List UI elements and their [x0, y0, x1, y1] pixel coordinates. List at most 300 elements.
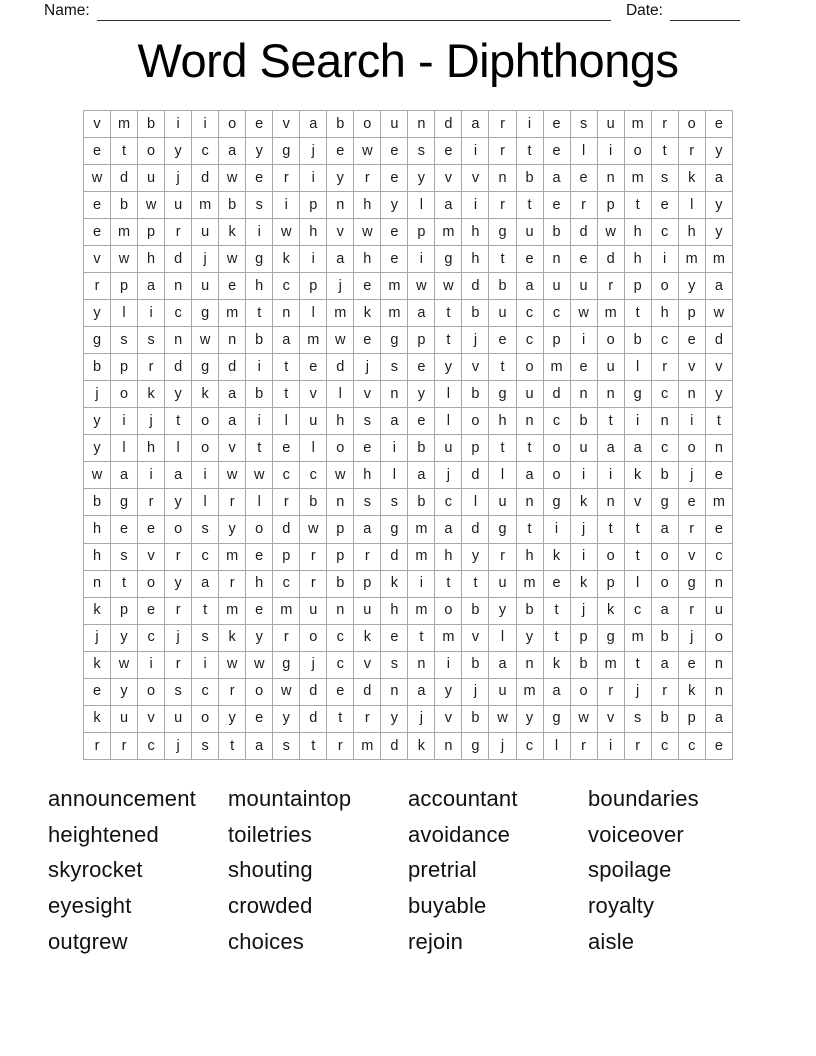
grid-cell: y	[273, 705, 300, 732]
word-list-item: eyesight	[48, 893, 132, 919]
grid-cell: o	[327, 435, 354, 462]
grid-cell: p	[624, 273, 651, 300]
grid-cell: o	[624, 138, 651, 165]
grid-cell: m	[678, 246, 705, 273]
grid-cell: k	[84, 651, 111, 678]
grid-cell: c	[192, 543, 219, 570]
grid-cell: m	[435, 624, 462, 651]
grid-cell: w	[435, 273, 462, 300]
grid-cell: y	[165, 381, 192, 408]
word-list-item: outgrew	[48, 928, 128, 954]
grid-cell: p	[111, 354, 138, 381]
grid-cell: r	[354, 165, 381, 192]
grid-cell: h	[354, 462, 381, 489]
grid-cell: m	[705, 246, 732, 273]
grid-cell: t	[705, 408, 732, 435]
grid-cell: d	[462, 516, 489, 543]
grid-cell: e	[84, 219, 111, 246]
grid-cell: a	[408, 462, 435, 489]
grid-cell: d	[354, 678, 381, 705]
grid-cell: s	[111, 543, 138, 570]
grid-cell: i	[138, 651, 165, 678]
grid-cell: b	[651, 462, 678, 489]
grid-cell: c	[273, 462, 300, 489]
grid-cell: r	[273, 624, 300, 651]
grid-cell: r	[570, 732, 597, 759]
grid-cell: e	[246, 543, 273, 570]
grid-cell: r	[678, 516, 705, 543]
grid-cell: v	[678, 354, 705, 381]
grid-cell: m	[624, 624, 651, 651]
grid-cell: e	[543, 192, 570, 219]
grid-cell: k	[570, 489, 597, 516]
grid-cell: n	[327, 597, 354, 624]
grid-cell: b	[570, 408, 597, 435]
grid-cell: h	[138, 435, 165, 462]
grid-cell: k	[678, 165, 705, 192]
grid-cell: i	[435, 651, 462, 678]
grid-cell: u	[543, 273, 570, 300]
grid-cell: s	[354, 408, 381, 435]
grid-cell: w	[597, 219, 624, 246]
grid-cell: k	[354, 300, 381, 327]
grid-cell: p	[327, 516, 354, 543]
grid-cell: t	[165, 408, 192, 435]
grid-cell: p	[300, 273, 327, 300]
grid-cell: j	[165, 165, 192, 192]
word-list-item: choices	[228, 928, 304, 954]
grid-cell: a	[516, 273, 543, 300]
grid-cell: m	[624, 165, 651, 192]
grid-cell: b	[327, 570, 354, 597]
grid-cell: e	[651, 192, 678, 219]
grid-cell: j	[570, 516, 597, 543]
grid-cell: e	[435, 138, 462, 165]
grid-cell: i	[408, 570, 435, 597]
grid-cell: n	[165, 327, 192, 354]
grid-cell: i	[678, 408, 705, 435]
grid-cell: e	[570, 165, 597, 192]
grid-cell: h	[435, 543, 462, 570]
grid-cell: o	[192, 408, 219, 435]
grid-cell: y	[462, 543, 489, 570]
grid-cell: r	[597, 678, 624, 705]
grid-cell: b	[111, 192, 138, 219]
grid-cell: i	[192, 111, 219, 138]
grid-cell: j	[489, 732, 516, 759]
grid-cell: v	[354, 381, 381, 408]
grid-cell: a	[327, 246, 354, 273]
grid-cell: e	[381, 165, 408, 192]
grid-cell: a	[435, 516, 462, 543]
grid-cell: p	[570, 624, 597, 651]
grid-cell: t	[624, 516, 651, 543]
grid-cell: l	[489, 462, 516, 489]
word-list-item: voiceover	[588, 821, 684, 847]
grid-cell: t	[111, 138, 138, 165]
grid-cell: y	[516, 624, 543, 651]
grid-cell: m	[192, 192, 219, 219]
grid-cell: g	[381, 516, 408, 543]
grid-cell: c	[327, 624, 354, 651]
grid-cell: r	[84, 732, 111, 759]
grid-cell: h	[84, 516, 111, 543]
grid-cell: h	[354, 192, 381, 219]
grid-cell: v	[435, 165, 462, 192]
grid-cell: v	[435, 705, 462, 732]
grid-cell: d	[597, 246, 624, 273]
grid-cell: d	[300, 705, 327, 732]
grid-cell: j	[462, 327, 489, 354]
grid-cell: i	[246, 408, 273, 435]
grid-cell: e	[246, 111, 273, 138]
grid-cell: i	[408, 246, 435, 273]
grid-cell: y	[678, 273, 705, 300]
grid-cell: y	[705, 138, 732, 165]
grid-cell: d	[462, 273, 489, 300]
grid-cell: i	[165, 111, 192, 138]
grid-cell: i	[462, 138, 489, 165]
grid-cell: o	[651, 543, 678, 570]
grid-cell: e	[381, 219, 408, 246]
grid-cell: a	[543, 165, 570, 192]
grid-cell: c	[192, 138, 219, 165]
grid-cell: w	[354, 138, 381, 165]
grid-cell: m	[516, 570, 543, 597]
grid-cell: s	[111, 327, 138, 354]
grid-cell: c	[300, 462, 327, 489]
grid-cell: r	[300, 543, 327, 570]
grid-cell: a	[651, 516, 678, 543]
grid-cell: o	[570, 678, 597, 705]
grid-cell: h	[678, 219, 705, 246]
grid-cell: y	[219, 516, 246, 543]
grid-cell: j	[300, 138, 327, 165]
grid-row	[84, 543, 733, 570]
grid-cell: n	[408, 111, 435, 138]
grid-cell: g	[84, 327, 111, 354]
grid-cell: e	[84, 192, 111, 219]
grid-cell: i	[192, 651, 219, 678]
word-list-item: aisle	[588, 928, 635, 954]
grid-cell: b	[570, 651, 597, 678]
grid-cell: t	[516, 516, 543, 543]
grid-cell: g	[381, 327, 408, 354]
grid-cell: s	[651, 165, 678, 192]
grid-cell: s	[192, 624, 219, 651]
date-label: Date:	[625, 2, 663, 19]
grid-cell: y	[381, 705, 408, 732]
grid-cell: e	[705, 462, 732, 489]
grid-row	[84, 354, 733, 381]
grid-cell: i	[570, 543, 597, 570]
grid-cell: b	[138, 111, 165, 138]
grid-cell: u	[489, 300, 516, 327]
grid-cell: p	[678, 300, 705, 327]
grid-cell: a	[435, 192, 462, 219]
grid-cell: d	[381, 543, 408, 570]
grid-cell: g	[192, 300, 219, 327]
grid-cell: t	[624, 651, 651, 678]
grid-cell: t	[273, 354, 300, 381]
grid-cell: g	[651, 489, 678, 516]
grid-cell: l	[111, 300, 138, 327]
grid-cell: o	[246, 516, 273, 543]
grid-cell: l	[408, 192, 435, 219]
grid-cell: d	[219, 354, 246, 381]
grid-cell: a	[165, 462, 192, 489]
grid-cell: i	[138, 300, 165, 327]
grid-cell: h	[138, 246, 165, 273]
grid-cell: s	[192, 732, 219, 759]
grid-cell: i	[651, 246, 678, 273]
grid-cell: n	[597, 381, 624, 408]
grid-cell: o	[138, 138, 165, 165]
grid-cell: s	[165, 678, 192, 705]
grid-cell: w	[705, 300, 732, 327]
grid-cell: c	[651, 219, 678, 246]
grid-row	[84, 138, 733, 165]
grid-row	[84, 489, 733, 516]
word-list-item: boundaries	[588, 786, 699, 811]
grid-cell: b	[651, 624, 678, 651]
grid-cell: e	[408, 408, 435, 435]
grid-cell: s	[273, 732, 300, 759]
grid-cell: o	[705, 624, 732, 651]
grid-cell: y	[705, 192, 732, 219]
grid-cell: r	[489, 192, 516, 219]
grid-cell: v	[462, 354, 489, 381]
grid-cell: c	[138, 624, 165, 651]
grid-cell: w	[219, 165, 246, 192]
grid-cell: e	[246, 165, 273, 192]
grid-cell: o	[138, 678, 165, 705]
grid-cell: a	[408, 678, 435, 705]
grid-cell: a	[705, 705, 732, 732]
grid-cell: u	[705, 597, 732, 624]
grid-cell: g	[489, 219, 516, 246]
grid-cell: l	[462, 489, 489, 516]
grid-cell: a	[597, 435, 624, 462]
grid-cell: m	[219, 597, 246, 624]
grid-cell: l	[300, 435, 327, 462]
grid-cell: o	[678, 111, 705, 138]
grid-cell: w	[219, 651, 246, 678]
grid-cell: u	[435, 435, 462, 462]
grid-cell: a	[192, 570, 219, 597]
grid-cell: o	[354, 111, 381, 138]
grid-cell: i	[624, 408, 651, 435]
grid-cell: e	[138, 597, 165, 624]
grid-cell: v	[678, 543, 705, 570]
grid-cell: c	[651, 435, 678, 462]
grid-cell: w	[84, 462, 111, 489]
grid-cell: b	[462, 651, 489, 678]
grid-cell: c	[435, 489, 462, 516]
grid-cell: o	[192, 435, 219, 462]
grid-cell: n	[705, 435, 732, 462]
grid-cell: g	[246, 246, 273, 273]
grid-cell: o	[462, 408, 489, 435]
grid-cell: e	[327, 138, 354, 165]
word-list-item: avoidance	[408, 821, 511, 847]
grid-row	[84, 408, 733, 435]
grid-cell: o	[597, 543, 624, 570]
grid-cell: v	[273, 111, 300, 138]
grid-cell: l	[570, 138, 597, 165]
grid-cell: c	[651, 732, 678, 759]
grid-cell: n	[327, 192, 354, 219]
grid-cell: m	[435, 219, 462, 246]
grid-cell: k	[570, 570, 597, 597]
grid-cell: t	[435, 300, 462, 327]
grid-cell: r	[165, 651, 192, 678]
grid-cell: j	[165, 624, 192, 651]
grid-cell: o	[165, 516, 192, 543]
grid-cell: c	[705, 543, 732, 570]
grid-cell: y	[516, 705, 543, 732]
grid-cell: r	[273, 165, 300, 192]
grid-cell: w	[192, 327, 219, 354]
grid-cell: b	[516, 597, 543, 624]
grid-cell: u	[597, 111, 624, 138]
grid-cell: a	[219, 381, 246, 408]
grid-cell: h	[354, 246, 381, 273]
grid-cell: a	[462, 111, 489, 138]
grid-cell: v	[705, 354, 732, 381]
grid-cell: l	[381, 462, 408, 489]
grid-cell: b	[462, 300, 489, 327]
grid-cell: n	[84, 570, 111, 597]
grid-cell: j	[84, 381, 111, 408]
grid-cell: w	[570, 300, 597, 327]
grid-cell: k	[84, 597, 111, 624]
grid-cell: g	[489, 381, 516, 408]
word-list-item: buyable	[408, 893, 487, 919]
grid-cell: r	[111, 732, 138, 759]
word-list-column	[588, 781, 768, 960]
grid-cell: e	[111, 516, 138, 543]
grid-cell: u	[570, 273, 597, 300]
grid-cell: o	[516, 354, 543, 381]
word-list-item: skyrocket	[48, 857, 143, 883]
grid-cell: e	[300, 354, 327, 381]
grid-cell: d	[462, 462, 489, 489]
grid-cell: t	[192, 597, 219, 624]
grid-cell: n	[165, 273, 192, 300]
grid-cell: c	[543, 408, 570, 435]
grid-cell: u	[597, 354, 624, 381]
grid-cell: y	[246, 624, 273, 651]
grid-cell: c	[678, 732, 705, 759]
grid-cell: l	[327, 381, 354, 408]
grid-cell: e	[354, 435, 381, 462]
grid-cell: t	[516, 435, 543, 462]
grid-cell: u	[381, 111, 408, 138]
grid-cell: m	[327, 300, 354, 327]
grid-cell: n	[570, 381, 597, 408]
grid-cell: g	[624, 381, 651, 408]
grid-cell: g	[273, 138, 300, 165]
grid-cell: m	[597, 300, 624, 327]
grid-cell: p	[678, 705, 705, 732]
grid-cell: s	[381, 489, 408, 516]
grid-cell: t	[597, 408, 624, 435]
grid-cell: l	[624, 354, 651, 381]
grid-cell: p	[462, 435, 489, 462]
grid-cell: i	[246, 354, 273, 381]
grid-cell: k	[138, 381, 165, 408]
grid-cell: i	[192, 462, 219, 489]
grid-cell: h	[651, 300, 678, 327]
grid-cell: w	[273, 219, 300, 246]
grid-cell: n	[273, 300, 300, 327]
grid-cell: i	[381, 435, 408, 462]
grid-cell: u	[489, 489, 516, 516]
grid-cell: b	[462, 705, 489, 732]
word-list-item: toiletries	[228, 821, 312, 847]
grid-cell: p	[273, 543, 300, 570]
grid-cell: m	[300, 327, 327, 354]
grid-cell: j	[192, 246, 219, 273]
grid-cell: j	[570, 597, 597, 624]
grid-cell: r	[354, 543, 381, 570]
grid-cell: n	[219, 327, 246, 354]
grid-cell: i	[111, 408, 138, 435]
grid-cell: u	[570, 435, 597, 462]
grid-cell: r	[165, 219, 192, 246]
grid-cell: h	[84, 543, 111, 570]
grid-cell: l	[435, 408, 462, 435]
grid-cell: t	[597, 516, 624, 543]
grid-cell: k	[354, 624, 381, 651]
grid-row	[84, 219, 733, 246]
grid-cell: n	[381, 678, 408, 705]
grid-cell: h	[246, 570, 273, 597]
grid-cell: t	[246, 300, 273, 327]
grid-cell: m	[543, 354, 570, 381]
word-list	[48, 781, 768, 960]
word-list-item: announcement	[48, 786, 196, 811]
grid-cell: o	[597, 327, 624, 354]
grid-cell: v	[138, 705, 165, 732]
grid-cell: y	[165, 138, 192, 165]
grid-cell: w	[327, 327, 354, 354]
grid-cell: v	[624, 489, 651, 516]
grid-cell: n	[408, 651, 435, 678]
grid-cell: j	[165, 732, 192, 759]
grid-cell: h	[516, 543, 543, 570]
grid-cell: n	[597, 165, 624, 192]
grid-cell: t	[624, 543, 651, 570]
grid-cell: r	[489, 138, 516, 165]
grid-cell: h	[462, 246, 489, 273]
grid-cell: h	[462, 219, 489, 246]
grid-cell: n	[651, 408, 678, 435]
grid-cell: r	[138, 489, 165, 516]
grid-cell: n	[435, 732, 462, 759]
grid-cell: p	[597, 570, 624, 597]
grid-cell: o	[246, 678, 273, 705]
grid-cell: n	[516, 408, 543, 435]
grid-cell: r	[678, 138, 705, 165]
grid-cell: p	[138, 219, 165, 246]
grid-cell: i	[570, 462, 597, 489]
grid-cell: h	[246, 273, 273, 300]
word-list-column	[48, 781, 228, 960]
grid-cell: s	[246, 192, 273, 219]
grid-cell: j	[408, 705, 435, 732]
